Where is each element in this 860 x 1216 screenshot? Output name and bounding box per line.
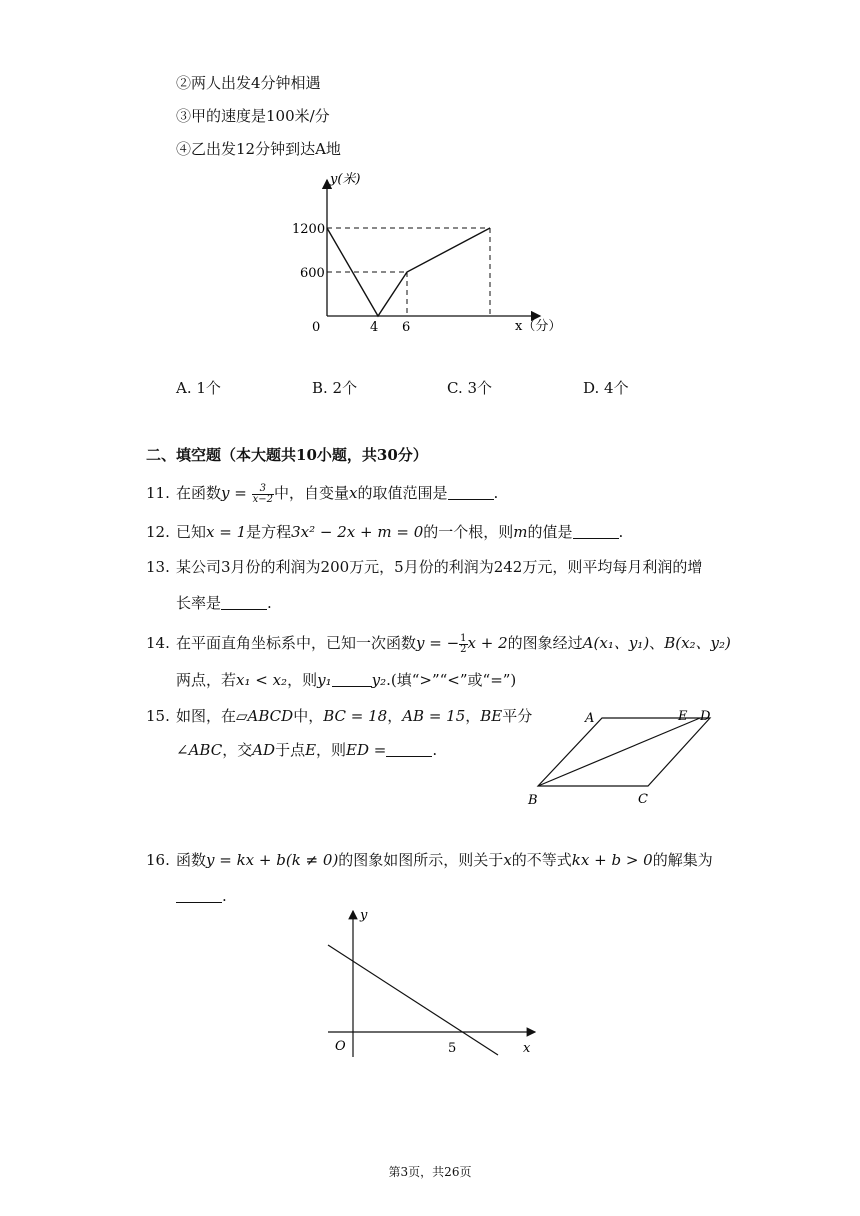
y-tick-1200: 1200 [292,222,326,237]
parallelogram-figure [520,700,730,810]
origin-label: O [335,1039,346,1054]
q14-line2: 两点，若x₁ < x₂，则y₁ y₂.(填“>”“<”或“=”) [176,671,517,689]
label-a: A [585,711,595,726]
x-tick-5: 5 [448,1041,457,1056]
distance-time-graph [290,168,580,343]
label-d: D [700,709,711,724]
q16-answer-blank[interactable] [176,888,222,903]
q13-answer-blank[interactable] [221,595,267,610]
page-footer: 第3页，共26页 [388,1165,472,1179]
x-tick-6: 6 [402,320,411,335]
q12-number: 12. [146,523,170,541]
q11-text: 在函数y = $\frac{3}{x-2}$ 中，自变量x的取值范围是 . [176,482,499,505]
q15-line1: 如图，在▱ABCD中，BC = 18，AB = 15，BE平分 [176,707,533,725]
q12-answer-blank[interactable] [573,524,619,539]
x-axis-label: x（分） [515,319,562,334]
statement-2: ②两人出发4分钟相遇 [176,74,321,92]
q16-line2: . [176,886,227,906]
q11-answer-blank[interactable] [448,485,494,500]
y-axis-label: y [360,908,368,923]
option-d[interactable]: D. 4个 [583,379,629,397]
graph-line [327,228,490,316]
q13-line2: 长率是 . [176,594,272,612]
y-tick-600: 600 [300,266,325,281]
q12-text: 已知x = 1是方程3x² − 2x + m = 0的一个根，则m的值是 . [176,523,624,541]
y-axis-label: y(米) [330,172,361,187]
q15-answer-blank[interactable] [386,742,432,757]
option-a[interactable]: A. 1个 [176,379,221,397]
q16-number: 16. [146,851,170,869]
label-e: E [678,709,688,724]
linear-function-graph [320,905,550,1065]
q14-number: 14. [146,634,170,652]
q15-number: 15. [146,707,170,725]
q16-line1: 函数y = kx + b(k ≠ 0)的图象如图所示，则关于x的不等式kx + b > 0的解集为 [176,851,713,869]
x-axis-label: x [523,1041,531,1056]
q14-answer-blank[interactable] [332,672,372,687]
q13-number: 13. [146,558,170,576]
x-tick-4: 4 [370,320,379,335]
label-c: C [638,792,648,807]
x-tick-0: 0 [312,320,321,335]
option-c[interactable]: C. 3个 [447,379,493,397]
section-title: 二、填空题（本大题共10小题，共30分） [146,446,428,464]
statement-4: ④乙出发12分钟到达A地 [176,140,341,158]
q14-line1: 在平面直角坐标系中，已知一次函数y = − $\frac{1}{2}$ x + 2的图象经过A(x₁、y₁)、B(x₂、y₂) [176,632,731,655]
statement-3: ③甲的速度是100米/分 [176,107,330,125]
segment-be [538,718,700,786]
q13-line1: 某公司3月份的利润为200万元，5月份的利润为242万元，则平均每月利润的增 [176,558,703,576]
q11-number: 11. [146,484,170,502]
label-b: B [528,793,538,808]
q15-line2: ∠ABC，交AD于点E，则ED = . [176,741,438,759]
option-b[interactable]: B. 2个 [312,379,358,397]
